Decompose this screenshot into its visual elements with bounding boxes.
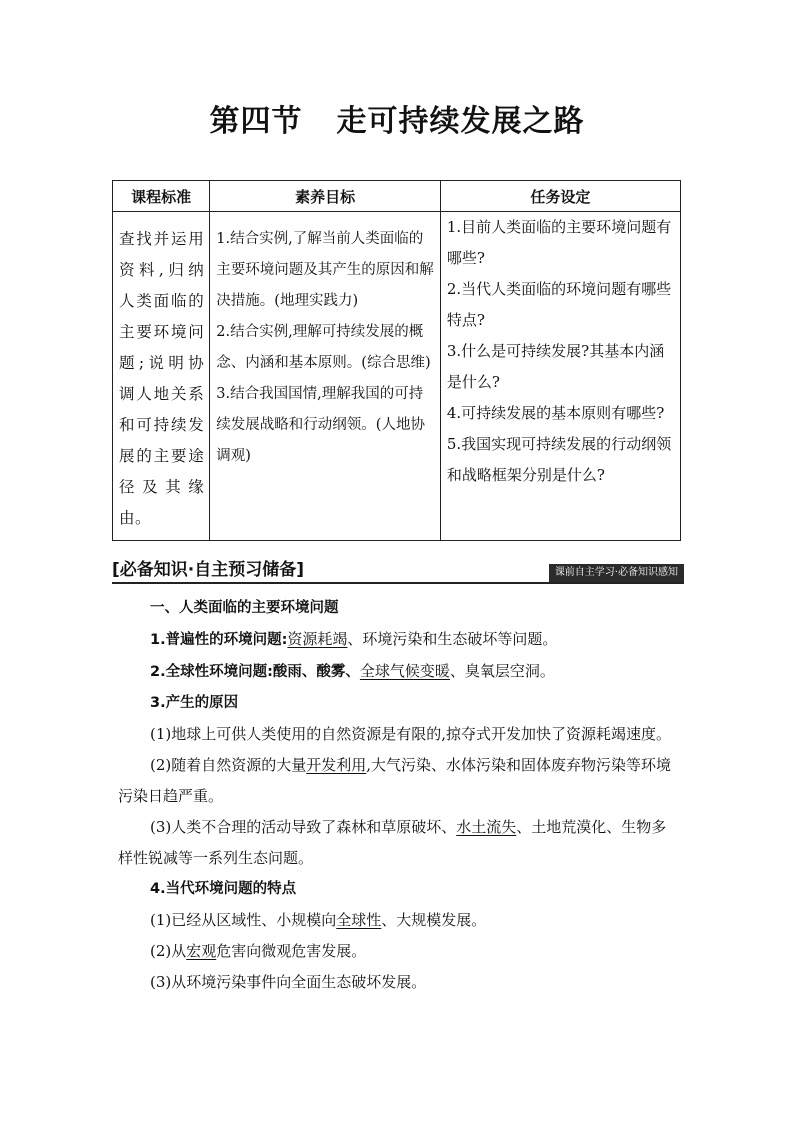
task-item: 3.什么是可持续发展?其基本内涵是什么?: [446, 342, 665, 391]
section-divider: [112, 582, 684, 584]
p2-underlined: 全球气候变暖: [359, 662, 450, 680]
p4a-post: 、大规模发展。: [381, 911, 487, 929]
literacy-goals-cell: [210, 212, 441, 541]
p4b-post: 危害向微观危害发展。: [216, 942, 367, 960]
p4b-underlined: 宏观: [186, 942, 217, 960]
paragraph-4b: [118, 936, 680, 967]
p1-post: 、环境污染和生态破坏等问题。: [347, 630, 558, 648]
heading-3: 3.产生的原因: [150, 695, 239, 711]
table-row: [113, 212, 681, 541]
heading-4: 4.当代环境问题的特点: [150, 881, 297, 897]
knowledge-content: [118, 593, 680, 998]
header-literacy-goals: 素养目标: [210, 181, 441, 212]
goal-item: 3.结合我国国情,理解我国的可持续发展战略和行动纲领。(人地协调观): [216, 386, 425, 464]
task-setting-cell: [440, 212, 680, 541]
p4a-pre: (1)已经从区域性、小规模向: [150, 911, 337, 929]
paragraph-1: [118, 624, 680, 656]
page-title: [0, 96, 794, 140]
p2-post: 、臭氧层空洞。: [449, 662, 555, 680]
goal-item: 1.结合实例,了解当前人类面临的主要环境问题及其产生的原因和解决措施。(地理实践力): [216, 231, 434, 309]
paragraph-4a: [118, 905, 680, 936]
p2-pre: 2.全球性环境问题:酸雨、酸雾、: [150, 664, 360, 680]
paragraph-3a: (1)地球上可供人类使用的自然资源是有限的,掠夺式开发加快了资源耗竭速度。: [150, 725, 672, 743]
header-curriculum-standard: 课程标准: [113, 181, 210, 212]
p4a-underlined: 全球性: [336, 911, 382, 929]
p1-pre: 1.普遍性的环境问题:: [150, 632, 288, 648]
curriculum-standard-cell: 查找并运用资料,归纳人类面临的主要环境问题;说明协调人地关系和可持续发展的主要途径及其缘由。: [113, 212, 210, 541]
goal-item: 2.结合实例,理解可持续发展的概念、内涵和基本原则。(综合思维): [216, 324, 431, 371]
title-section-number: 第四节: [209, 104, 303, 139]
title-text: 走可持续发展之路: [336, 104, 585, 139]
section-header: [112, 556, 684, 584]
heading-1: 一、人类面临的主要环境问题: [150, 600, 339, 616]
paragraph-3c: [118, 812, 680, 874]
task-item: 1.目前人类面临的主要环境问题有哪些?: [446, 218, 672, 267]
p3c-underlined: 水土流失: [456, 818, 517, 836]
task-item: 4.可持续发展的基本原则有哪些?: [446, 404, 665, 422]
p3c-pre: (3)人类不合理的活动导致了森林和草原破坏、: [150, 818, 457, 836]
table-header-row: [113, 181, 681, 212]
paragraph-2: [118, 656, 680, 688]
paragraph-4c: (3)从环境污染事件向全面生态破坏发展。: [150, 973, 427, 991]
p3b-pre: (2)随着自然资源的大量: [150, 756, 307, 774]
paragraph-3b: [118, 750, 680, 812]
section-label: [必备知识·自主预习储备]: [112, 560, 304, 580]
p3c-post: 、土地荒漠化、生物多样性锐减等一系列生态问题。: [118, 818, 667, 867]
task-item: 2.当代人类面临的环境问题有哪些特点?: [446, 280, 672, 329]
section-tag: 课前自主学习·必备知识感知: [549, 564, 684, 582]
task-item: 5.我国实现可持续发展的行动纲领和战略框架分别是什么?: [446, 435, 672, 484]
p4b-pre: (2)从: [150, 942, 187, 960]
p3b-underlined: 开发利用: [306, 756, 367, 774]
curriculum-table: [112, 180, 681, 541]
header-task-setting: 任务设定: [440, 181, 680, 212]
p1-underlined: 资源耗竭: [287, 630, 348, 648]
p3b-post: ,大气污染、水体污染和固体废弃物污染等环境污染日趋严重。: [118, 756, 672, 805]
